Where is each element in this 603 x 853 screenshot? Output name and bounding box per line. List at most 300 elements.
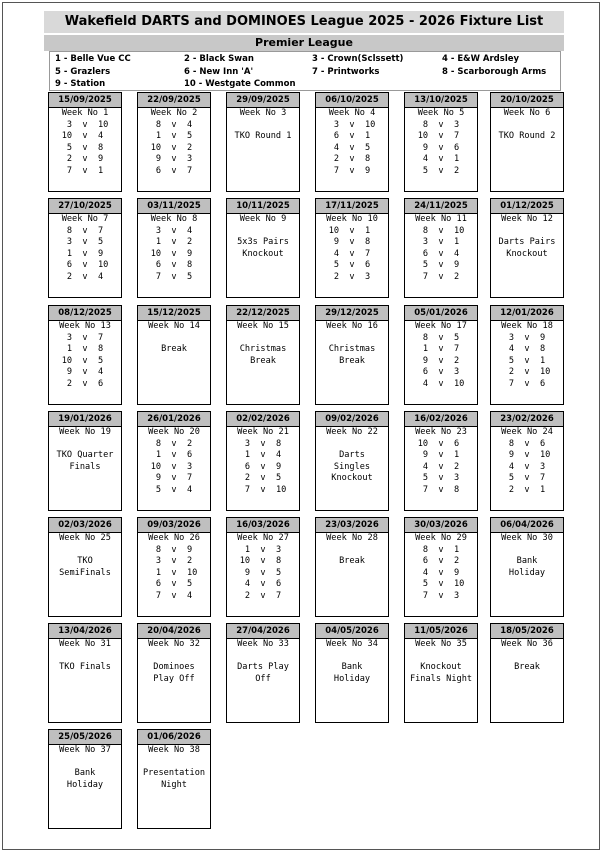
- fixture-home: 8: [155, 119, 162, 130]
- fixture-versus: v: [339, 237, 365, 247]
- fixture-home: 4: [244, 579, 251, 589]
- fixture-home: 7: [422, 484, 429, 495]
- fixture-versus: v: [514, 438, 540, 449]
- fixture-away: 9: [453, 567, 460, 578]
- fixture-away: 7: [186, 473, 193, 483]
- fixture-versus: v: [339, 260, 365, 270]
- fixture: [138, 591, 210, 603]
- week-card: [137, 411, 211, 511]
- fixture-versus: v: [161, 579, 187, 589]
- fixture: [49, 379, 121, 391]
- fixture-versus: v: [428, 271, 454, 282]
- fixture: [227, 439, 299, 451]
- fixture-home: 5: [422, 473, 429, 483]
- fixture-versus: v: [72, 237, 98, 247]
- fixture-versus: v: [339, 142, 365, 153]
- fixture: [316, 226, 388, 238]
- week-body: [316, 533, 388, 568]
- week-body: [491, 321, 563, 390]
- team-entry: 6 - New Inn 'A': [184, 67, 254, 77]
- fixture: [405, 237, 477, 249]
- fixture: [138, 154, 210, 166]
- fixture-home: 6: [66, 260, 73, 270]
- fixture-away: 9: [186, 544, 193, 555]
- fixture-versus: v: [161, 271, 187, 282]
- fixture-versus: v: [428, 237, 454, 247]
- fixture-home: 7: [508, 378, 515, 389]
- week-note: Break: [339, 556, 365, 566]
- fixture-away: 2: [453, 355, 460, 366]
- fixture-versus: v: [161, 473, 187, 483]
- team-entry: 9 - Station: [55, 79, 106, 89]
- fixture-versus: v: [161, 450, 187, 460]
- week-note: Bank Holiday: [66, 768, 104, 790]
- fixture-versus: v: [161, 131, 187, 141]
- fixture-away: 1: [97, 165, 104, 176]
- fixture-away: 5: [453, 332, 460, 343]
- fixture-versus: v: [161, 461, 187, 472]
- fixture: [491, 473, 563, 485]
- week-card: [490, 411, 564, 511]
- fixture-away: 9: [97, 154, 104, 164]
- team-entry: 1 - Belle Vue CC: [55, 54, 131, 64]
- fixture: [138, 166, 210, 178]
- fixture: [405, 556, 477, 568]
- week-number: Week No 26: [148, 533, 200, 543]
- fixture-versus: v: [514, 461, 540, 472]
- fixture: [49, 249, 121, 261]
- week-note: TKO Quarter Finals: [56, 450, 114, 472]
- fixture: [138, 120, 210, 132]
- week-date: 04/05/2026: [316, 624, 388, 639]
- week-number: Week No 17: [415, 321, 467, 331]
- fixture: [405, 591, 477, 603]
- fixture-versus: v: [161, 484, 187, 495]
- fixture-versus: v: [250, 450, 276, 460]
- fixture: [316, 166, 388, 178]
- fixture-versus: v: [428, 438, 454, 449]
- fixture-home: 9: [155, 473, 162, 483]
- fixture-versus: v: [339, 248, 365, 259]
- team-entry: 10 - Westgate Common: [184, 79, 296, 89]
- week-date: 20/10/2025: [491, 93, 563, 108]
- fixture-versus: v: [250, 556, 276, 566]
- fixture-away: 5: [97, 355, 104, 366]
- fixture-away: 7: [186, 165, 193, 176]
- fixture-home: 4: [333, 142, 340, 153]
- fixture: [138, 260, 210, 272]
- fixture-versus: v: [428, 119, 454, 130]
- fixture-away: 6: [186, 450, 193, 460]
- fixture-away: 10: [275, 484, 287, 495]
- week-date: 02/03/2026: [49, 518, 121, 533]
- team-entry: 7 - Printworks: [312, 67, 380, 77]
- fixture-versus: v: [72, 142, 98, 153]
- fixture-home: 1: [244, 450, 251, 460]
- fixture: [405, 226, 477, 238]
- week-number: Week No 23: [415, 427, 467, 437]
- fixture: [491, 356, 563, 368]
- fixture: [405, 143, 477, 155]
- fixture-home: 2: [508, 484, 515, 495]
- fixture-home: 7: [333, 165, 340, 176]
- fixture: [138, 249, 210, 261]
- fixture: [49, 143, 121, 155]
- fixture: [138, 473, 210, 485]
- week-card: [48, 623, 122, 723]
- fixture-away: 10: [453, 579, 465, 589]
- week-card: [315, 92, 389, 192]
- week-body: [491, 214, 563, 260]
- week-body: [138, 214, 210, 283]
- week-card: [490, 517, 564, 617]
- week-body: [49, 108, 121, 177]
- week-number: Week No 11: [415, 214, 467, 224]
- week-card: [137, 198, 211, 298]
- fixture-versus: v: [428, 590, 454, 601]
- fixture: [405, 356, 477, 368]
- fixture-home: 7: [155, 590, 162, 601]
- fixture-versus: v: [428, 567, 454, 578]
- week-date: 06/10/2025: [316, 93, 388, 108]
- fixture: [316, 120, 388, 132]
- week-note: 5x3s Pairs Knockout: [237, 237, 289, 259]
- fixture-home: 5: [422, 165, 429, 176]
- fixture-home: 5: [422, 579, 429, 589]
- fixture-home: 10: [417, 438, 429, 449]
- fixture-versus: v: [514, 484, 540, 495]
- week-number: Week No 30: [501, 533, 553, 543]
- week-date: 27/10/2025: [49, 199, 121, 214]
- fixture: [49, 154, 121, 166]
- fixture-home: 6: [333, 131, 340, 141]
- fixture-versus: v: [250, 590, 276, 601]
- week-note: Dominoes Play Off: [153, 662, 195, 684]
- fixture-home: 8: [155, 544, 162, 555]
- week-number: Week No 33: [237, 639, 289, 649]
- fixture-away: 6: [539, 378, 546, 389]
- fixture: [138, 485, 210, 497]
- fixture: [227, 545, 299, 557]
- week-body: [316, 639, 388, 685]
- fixture-home: 1: [66, 344, 73, 354]
- fixture-home: 8: [422, 332, 429, 343]
- fixture-home: 4: [422, 461, 429, 472]
- fixture-home: 1: [155, 237, 162, 247]
- fixture-away: 7: [453, 131, 460, 141]
- week-card: [137, 729, 211, 829]
- fixture: [49, 131, 121, 143]
- fixture-away: 6: [453, 142, 460, 153]
- fixture-away: 3: [186, 461, 193, 472]
- fixture-versus: v: [161, 544, 187, 555]
- week-card: [226, 92, 300, 192]
- week-date: 09/03/2026: [138, 518, 210, 533]
- week-note: Darts Play Off: [237, 662, 289, 684]
- week-card: [48, 517, 122, 617]
- week-number: Week No 24: [501, 427, 553, 437]
- fixture-home: 6: [422, 248, 429, 259]
- week-date: 22/09/2025: [138, 93, 210, 108]
- week-date: 16/02/2026: [405, 412, 477, 427]
- fixture: [49, 344, 121, 356]
- fixture: [405, 344, 477, 356]
- fixture-home: 5: [508, 473, 515, 483]
- fixture: [138, 226, 210, 238]
- week-date: 16/03/2026: [227, 518, 299, 533]
- week-date: 30/03/2026: [405, 518, 477, 533]
- fixture-home: 1: [422, 344, 429, 354]
- fixture-versus: v: [161, 248, 187, 259]
- week-card: [315, 411, 389, 511]
- fixture-versus: v: [428, 344, 454, 354]
- week-body: [138, 427, 210, 496]
- fixture: [405, 120, 477, 132]
- fixture-home: 2: [66, 271, 73, 282]
- fixture-away: 6: [97, 378, 104, 389]
- fixture: [227, 450, 299, 462]
- fixture-away: 5: [275, 567, 282, 578]
- fixture-away: 3: [453, 367, 460, 377]
- fixture: [491, 439, 563, 451]
- fixture-home: 7: [422, 590, 429, 601]
- fixture-home: 3: [66, 332, 73, 343]
- week-card: [137, 623, 211, 723]
- fixture-away: 1: [539, 484, 546, 495]
- fixture-home: 9: [155, 154, 162, 164]
- fixture-versus: v: [428, 131, 454, 141]
- fixture-away: 8: [364, 154, 371, 164]
- fixture-away: 10: [97, 260, 109, 270]
- fixture-home: 6: [155, 260, 162, 270]
- fixture: [491, 462, 563, 474]
- fixture-away: 5: [97, 237, 104, 247]
- fixture-home: 9: [333, 237, 340, 247]
- fixture: [405, 249, 477, 261]
- week-note: TKO Round 1: [234, 131, 292, 141]
- fixture-away: 4: [97, 367, 104, 377]
- fixture-home: 7: [66, 165, 73, 176]
- fixture: [138, 462, 210, 474]
- fixture-home: 1: [66, 248, 73, 259]
- fixture: [49, 356, 121, 368]
- week-number: Week No 15: [237, 321, 289, 331]
- fixture: [405, 439, 477, 451]
- week-body: [49, 427, 121, 473]
- fixture-away: 8: [539, 344, 546, 354]
- fixture-home: 9: [244, 567, 251, 578]
- fixture-home: 2: [333, 271, 340, 282]
- fixture-away: 4: [453, 248, 460, 259]
- week-body: [491, 427, 563, 496]
- fixture-versus: v: [72, 248, 98, 259]
- week-note: Knockout Finals Night: [409, 662, 473, 684]
- week-date: 13/10/2025: [405, 93, 477, 108]
- fixture-versus: v: [72, 260, 98, 270]
- week-note: Darts Pairs Knockout: [498, 237, 556, 259]
- fixture: [405, 166, 477, 178]
- week-date: 09/02/2026: [316, 412, 388, 427]
- fixture-versus: v: [514, 332, 540, 343]
- fixture-away: 1: [453, 544, 460, 555]
- fixture-away: 3: [453, 473, 460, 483]
- fixture: [227, 556, 299, 568]
- fixture: [138, 143, 210, 155]
- week-body: [138, 108, 210, 177]
- fixture-versus: v: [161, 260, 187, 270]
- week-number: Week No 16: [326, 321, 378, 331]
- fixture: [49, 272, 121, 284]
- fixture-home: 9: [422, 142, 429, 153]
- week-number: Week No 32: [148, 639, 200, 649]
- fixture: [316, 237, 388, 249]
- fixture-home: 5: [508, 355, 515, 366]
- fixture-away: 1: [453, 154, 460, 164]
- fixture-versus: v: [250, 567, 276, 578]
- fixture-home: 4: [508, 461, 515, 472]
- week-date: 23/03/2026: [316, 518, 388, 533]
- team-key: [49, 51, 561, 91]
- fixture-versus: v: [428, 473, 454, 483]
- fixture: [138, 568, 210, 580]
- fixture-home: 4: [422, 154, 429, 164]
- week-card: [315, 623, 389, 723]
- week-number: Week No 6: [503, 108, 551, 118]
- fixture-home: 7: [244, 484, 251, 495]
- week-card: [490, 305, 564, 405]
- page-title: Wakefield DARTS and DOMINOES League 2025 - 2026 Fixture List: [44, 11, 564, 33]
- fixture-away: 8: [97, 142, 104, 153]
- fixture-versus: v: [72, 271, 98, 282]
- fixture: [138, 272, 210, 284]
- fixture-versus: v: [428, 450, 454, 460]
- week-date: 27/04/2026: [227, 624, 299, 639]
- week-number: Week No 5: [417, 108, 465, 118]
- fixture: [405, 568, 477, 580]
- fixture-versus: v: [72, 355, 98, 366]
- fixture-versus: v: [72, 344, 98, 354]
- fixture-away: 3: [364, 271, 371, 282]
- fixture-away: 6: [539, 438, 546, 449]
- fixture: [491, 333, 563, 345]
- fixture: [316, 131, 388, 143]
- fixture-away: 2: [186, 237, 193, 247]
- fixture-versus: v: [72, 154, 98, 164]
- fixture-versus: v: [161, 142, 187, 153]
- week-card: [48, 729, 122, 829]
- fixture-away: 9: [97, 248, 104, 259]
- fixture-home: 4: [422, 378, 429, 389]
- week-note: TKO Finals: [59, 662, 111, 672]
- fixture-versus: v: [514, 473, 540, 483]
- week-card: [48, 198, 122, 298]
- week-body: [491, 533, 563, 579]
- week-note: Darts Singles Knockout: [331, 450, 373, 483]
- fixture: [405, 545, 477, 557]
- fixture-away: 7: [97, 225, 104, 236]
- week-card: [404, 92, 478, 192]
- week-card: [490, 198, 564, 298]
- week-number: Week No 14: [148, 321, 200, 331]
- fixture-home: 10: [239, 556, 251, 566]
- week-note: Bank Holiday: [508, 556, 546, 578]
- fixture-versus: v: [250, 484, 276, 495]
- week-card: [404, 198, 478, 298]
- fixture: [405, 154, 477, 166]
- week-body: [227, 108, 299, 143]
- fixture-home: 3: [155, 556, 162, 566]
- week-date: 17/11/2025: [316, 199, 388, 214]
- fixture-home: 1: [155, 450, 162, 460]
- fixture-versus: v: [428, 332, 454, 343]
- fixture-versus: v: [250, 438, 276, 449]
- week-body: [49, 214, 121, 283]
- week-body: [316, 427, 388, 485]
- week-body: [227, 639, 299, 685]
- fixture: [405, 260, 477, 272]
- fixture-versus: v: [161, 237, 187, 247]
- week-card: [48, 305, 122, 405]
- fixture-versus: v: [428, 367, 454, 377]
- week-date: 18/05/2026: [491, 624, 563, 639]
- fixture-home: 10: [150, 142, 162, 153]
- week-body: [405, 639, 477, 685]
- week-body: [138, 639, 210, 685]
- fixture-versus: v: [339, 131, 365, 141]
- fixture-away: 8: [275, 438, 282, 449]
- fixture-versus: v: [250, 461, 276, 472]
- fixture: [49, 120, 121, 132]
- fixture: [405, 379, 477, 391]
- fixture: [49, 367, 121, 379]
- week-date: 29/12/2025: [316, 306, 388, 321]
- fixture-away: 3: [453, 590, 460, 601]
- week-body: [49, 533, 121, 579]
- fixture-away: 8: [97, 344, 104, 354]
- fixture: [491, 379, 563, 391]
- fixture-away: 1: [453, 237, 460, 247]
- fixture-away: 6: [453, 438, 460, 449]
- week-card: [315, 305, 389, 405]
- week-number: Week No 3: [239, 108, 287, 118]
- fixture-away: 7: [97, 332, 104, 343]
- fixture-away: 4: [186, 484, 193, 495]
- week-date: 03/11/2025: [138, 199, 210, 214]
- fixture: [316, 154, 388, 166]
- fixture-versus: v: [514, 344, 540, 354]
- fixture-versus: v: [339, 225, 365, 236]
- fixture-home: 5: [66, 142, 73, 153]
- week-number: Week No 28: [326, 533, 378, 543]
- fixture-home: 8: [422, 119, 429, 130]
- fixture-away: 4: [97, 271, 104, 282]
- fixture-away: 9: [364, 165, 371, 176]
- week-number: Week No 20: [148, 427, 200, 437]
- team-entry: 2 - Black Swan: [184, 54, 254, 64]
- week-body: [227, 321, 299, 367]
- fixture-home: 10: [417, 131, 429, 141]
- week-date: 01/12/2025: [491, 199, 563, 214]
- fixture-away: 2: [453, 165, 460, 176]
- week-date: 29/09/2025: [227, 93, 299, 108]
- fixture-home: 7: [422, 271, 429, 282]
- fixture-home: 8: [422, 544, 429, 555]
- fixture-versus: v: [250, 544, 276, 555]
- week-number: Week No 9: [239, 214, 287, 224]
- fixture-away: 4: [186, 225, 193, 236]
- week-body: [227, 427, 299, 496]
- week-body: [405, 321, 477, 390]
